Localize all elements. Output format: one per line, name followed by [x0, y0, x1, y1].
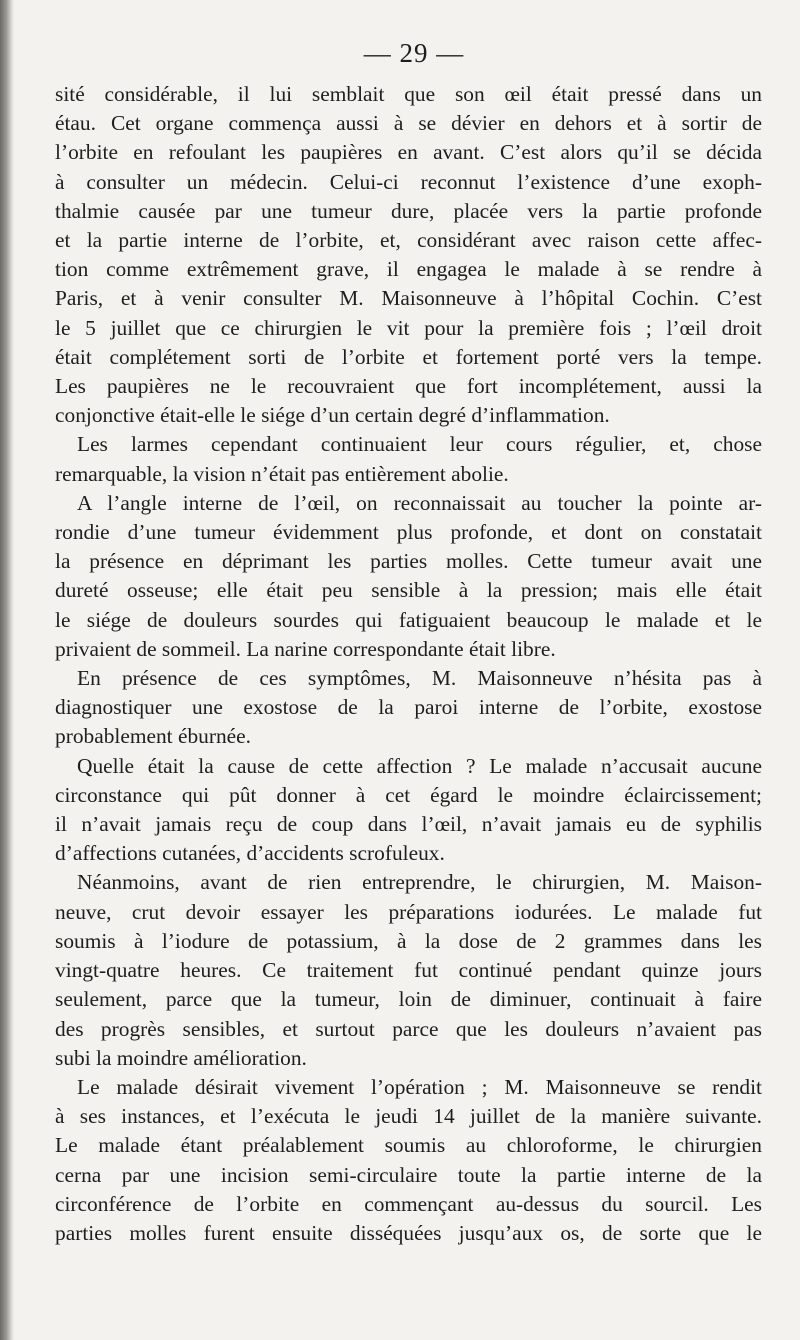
text-line: la présence en déprimant les parties molles. Cette tumeur avait une [55, 549, 762, 574]
text-line: cerna par une incision semi-circulaire toute la partie interne de la [55, 1162, 762, 1187]
text-line: l’orbite en refoulant les paupières en avant. C’est alors qu’il se décida [55, 140, 762, 165]
text-line: diagnostiquer une exostose de la paroi interne de l’orbite, exostose [55, 695, 762, 720]
text-line: étau. Cet organe commença aussi à se dévier en dehors et à sortir de [55, 111, 762, 136]
text-line: à ses instances, et l’exécuta le jeudi 14 juillet de la manière suivante. [55, 1104, 762, 1129]
text-line: Le malade étant préalablement soumis au chloroforme, le chirurgien [55, 1133, 762, 1158]
text-line: tion comme extrêmement grave, il engagea le malade à se rendre à [55, 257, 762, 282]
page-number: — 29 — [363, 38, 465, 68]
text-line: d’affections cutanées, d’accidents scrofuleux. [55, 841, 445, 866]
text-line: il n’avait jamais reçu de coup dans l’œil, n’avait jamais eu de syphilis [55, 812, 762, 837]
text-line: à consulter un médecin. Celui-ci reconnut l’existence d’une exoph- [55, 169, 762, 194]
text-line: soumis à l’iodure de potassium, à la dose de 2 grammes dans les [55, 928, 762, 953]
text-line: probablement éburnée. [55, 724, 251, 749]
text-line: Les larmes cependant continuaient leur cours régulier, et, chose [77, 432, 762, 457]
text-line: Quelle était la cause de cette affection ? Le malade n’accusait aucune [77, 753, 762, 778]
text-line: sité considérable, il lui semblait que son œil était pressé dans un [55, 82, 762, 106]
text-line: et la partie interne de l’orbite, et, considérant avec raison cette affec- [55, 228, 762, 253]
text-line: Le malade désirait vivement l’opération ; M. Maisonneuve se rendit [77, 1074, 762, 1099]
text-line: rondie d’une tumeur évidemment plus profonde, et dont on constatait [55, 520, 762, 545]
text-line: neuve, crut devoir essayer les préparations iodurées. Le malade fut [55, 899, 762, 924]
text-line: thalmie causée par une tumeur dure, placée vers la partie profonde [55, 198, 762, 223]
text-line: vingt-quatre heures. Ce traitement fut continué pendant quinze jours [55, 958, 762, 983]
text-line: dureté osseuse; elle était peu sensible à la pression; mais elle était [55, 578, 762, 603]
text-line: Néanmoins, avant de rien entreprendre, le chirurgien, M. Maison- [77, 870, 762, 895]
text-line: parties molles furent ensuite disséquées jusqu’aux os, de sorte que le [55, 1220, 762, 1245]
page-spine-shadow [0, 0, 14, 1340]
text-line: Les paupières ne le recouvraient que fort incomplétement, aussi la [55, 374, 762, 399]
text-line: seulement, parce que la tumeur, loin de diminuer, continuait à faire [55, 987, 762, 1012]
text-line: Paris, et à venir consulter M. Maisonneuve à l’hôpital Cochin. C’est [55, 286, 762, 311]
text-line: En présence de ces symptômes, M. Maisonneuve n’hésita pas à [77, 666, 762, 691]
text-line: était complétement sorti de l’orbite et fortement porté vers la tempe. [55, 344, 762, 369]
text-line: circonférence de l’orbite en commençant au-dessus du sourcil. Les [55, 1191, 762, 1216]
text-line: remarquable, la vision n’était pas entièrement abolie. [55, 461, 509, 486]
text-line: conjonctive était-elle le siége d’un certain degré d’inflammation. [55, 403, 610, 428]
body-text [55, 80, 762, 1248]
text-line: subi la moindre amélioration. [55, 1045, 307, 1070]
text-line: privaient de sommeil. La narine correspondante était libre. [55, 636, 556, 661]
text-line: des progrès sensibles, et surtout parce que les douleurs n’avaient pas [55, 1016, 762, 1041]
text-line: le siége de douleurs sourdes qui fatiguaient beaucoup le malade et le [55, 607, 762, 632]
text-line: le 5 juillet que ce chirurgien le vit pour la première fois ; l’œil droit [55, 315, 762, 340]
text-line: circonstance qui pût donner à cet égard le moindre éclaircissement; [55, 782, 762, 807]
text-line: A l’angle interne de l’œil, on reconnaissait au toucher la pointe ar- [77, 490, 762, 515]
